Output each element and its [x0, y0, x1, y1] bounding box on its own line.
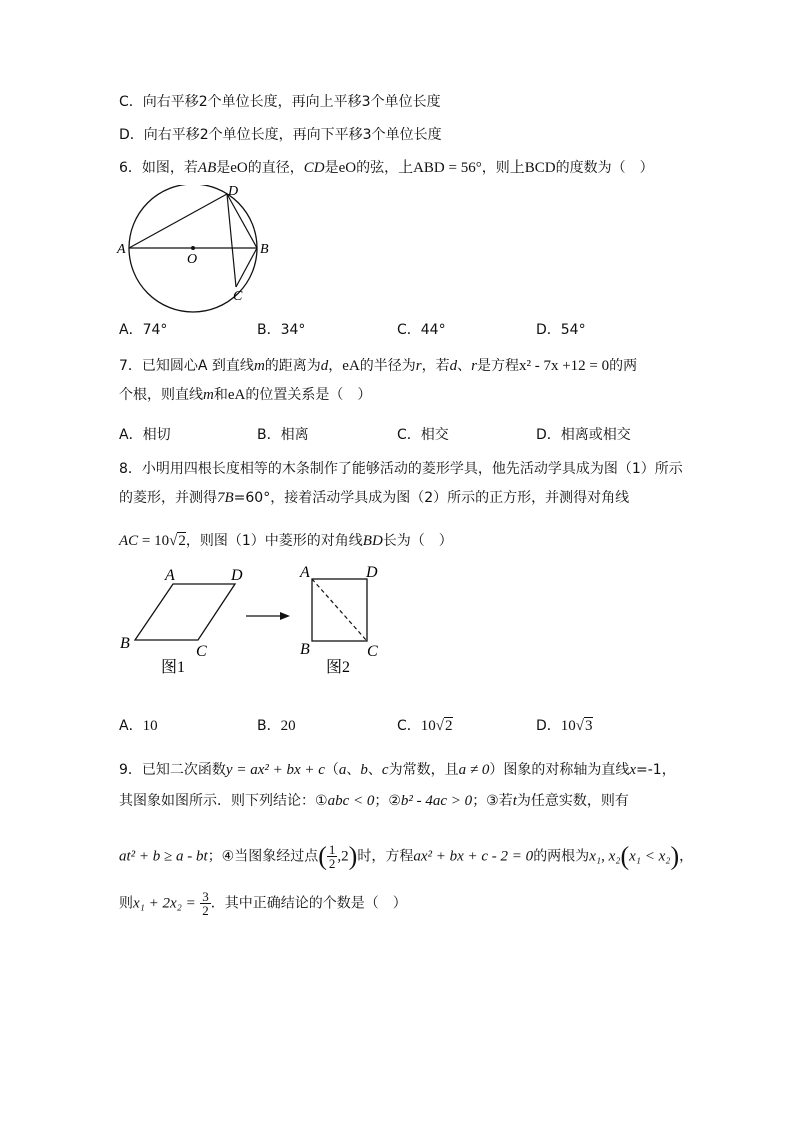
label-b: B	[260, 242, 269, 257]
q6-circle-figure	[115, 185, 275, 315]
q6-text: 的弦，	[356, 160, 399, 176]
q9-inequality: x₁ < x₂	[629, 848, 671, 865]
q7-text: 和	[213, 387, 228, 403]
q6-cd: CD	[303, 160, 325, 176]
q8-stem-line3	[119, 531, 453, 551]
q7-stem-line1	[119, 356, 637, 376]
label-o: O	[187, 252, 198, 267]
q8-text: 长为（ ）	[382, 533, 453, 549]
q7-line-m: m	[203, 387, 214, 403]
q6-angle-abd: 上ABD = 56°	[398, 160, 482, 176]
option-dot: ．	[266, 718, 281, 734]
q7-text: 的距离为	[264, 358, 321, 374]
q8-text: =60°，接着活动学具成为图（2）所示的正方形，并测得对角线	[233, 490, 630, 506]
q5-option-d: D．向右平移2个单位长度，再向下平移3个单位长度	[119, 127, 442, 143]
q9-condition: a ≠ 0	[458, 762, 490, 778]
q9-a: a	[338, 762, 347, 778]
fig1-caption: 图1	[161, 659, 186, 676]
q7-text: 的两	[609, 358, 638, 374]
option-dot: ．	[546, 718, 561, 734]
q9-text: 的两根为	[533, 848, 590, 865]
q7-circle-a: eA	[342, 358, 360, 374]
rhombus	[135, 584, 235, 640]
q8-option-b	[257, 716, 296, 736]
q7-text: 7．已知圆心A 到直线	[119, 358, 254, 374]
q9-statement-3: at² + b ≥ a - bt	[119, 848, 208, 865]
option-letter: C	[397, 718, 407, 734]
q9-text: 9．已知二次函数	[119, 762, 226, 778]
q9-ineq-close: )	[670, 841, 680, 871]
q9-axis-x: x	[629, 762, 636, 778]
option-value: 10	[560, 718, 576, 734]
q7-r: r	[415, 358, 422, 374]
option-letter: A	[119, 718, 129, 734]
q9-point-fraction	[327, 843, 338, 870]
option-sqrt: √3	[575, 718, 593, 734]
q7-option-a: A．相切	[119, 427, 171, 443]
square-diagonal	[312, 579, 367, 641]
q6-option-d: D．54°	[536, 322, 586, 338]
q6-ab: AB	[197, 160, 217, 176]
fraction-denominator: 2	[328, 856, 336, 871]
q7-circle-a: eA	[227, 387, 246, 403]
q8-sqrt: √2	[169, 533, 186, 549]
option-letter: D	[536, 718, 547, 734]
q8-option-d	[536, 716, 593, 736]
q7-text: 、	[457, 358, 472, 374]
q9-text: ；③若	[472, 793, 513, 809]
q9-expression: x₁ + 2x₂ =	[133, 895, 196, 912]
q9-text: 、	[367, 762, 382, 778]
q9-text: 则	[119, 895, 133, 912]
fig1-label-b: B	[120, 635, 130, 652]
q9-text: ；④当图象经过点	[207, 848, 319, 865]
q8-text: ，则图（1）中菱形的对角线	[185, 533, 363, 549]
q9-text: =-1，	[636, 762, 676, 778]
q9-text: 、	[346, 762, 361, 778]
q8-option-c	[397, 716, 453, 736]
fraction-numerator: 1	[328, 842, 336, 857]
q7-text: ，	[328, 358, 343, 374]
q9-text: ）图象的对称轴为直线	[489, 762, 630, 778]
q9-text: ．其中正确结论的个数是（ ）	[210, 895, 407, 912]
option-radicand: 3	[585, 718, 593, 734]
q9-x1: x₁	[589, 848, 602, 865]
q6-text: 是	[216, 160, 231, 176]
q9-stem-line1	[119, 760, 676, 780]
q9-stem-line4	[119, 890, 407, 917]
q7-text: 的位置关系是（ ）	[245, 387, 372, 403]
q6-option-b: B．34°	[257, 322, 306, 338]
fig2-label-b: B	[300, 641, 310, 658]
q9-text: 其图象如图所示．则下列结论：①	[119, 793, 328, 809]
q9-c: c	[381, 762, 389, 778]
fig1-label-c: C	[196, 643, 207, 660]
q6-stem	[119, 158, 654, 178]
q7-line-m: m	[253, 358, 265, 374]
q9-point-close: )	[348, 841, 358, 871]
q9-text: 为任意实数，则有	[516, 793, 629, 809]
q8-value: = 10	[138, 533, 170, 549]
q6-option-c: C．44°	[397, 322, 446, 338]
q6-angle-bcd: 上BCD	[509, 160, 556, 176]
chord-ad	[129, 194, 227, 248]
q8-ac: AC	[119, 533, 139, 549]
option-dot: ．	[406, 718, 421, 734]
option-value: 10	[142, 718, 158, 734]
q9-text: 为常数，且	[388, 762, 459, 778]
fraction-denominator: 2	[202, 903, 209, 918]
q7-stem-line2	[119, 385, 371, 405]
option-value: 20	[280, 718, 296, 734]
q8-sqrt-radicand: 2	[178, 533, 186, 549]
q9-ineq-open: (	[620, 841, 630, 871]
q6-number: 6．	[119, 160, 142, 176]
q9-t: t	[512, 793, 517, 809]
q6-text: 如图，若	[141, 160, 198, 176]
option-value: 10	[420, 718, 436, 734]
q9-function: y = ax² + bx + c	[225, 762, 325, 778]
q9-x2: x₂	[608, 848, 621, 865]
q7-d: d	[320, 358, 329, 374]
q9-stem-line3: at² + b ≥ a - bt；④当图象经过点( $\frac{1}{2}$ ,2)时，方程ax² + bx + c - 2 = 0的两根为x₁, x₂(x₁ < x₂)，	[119, 841, 694, 871]
q6-text: ，则	[481, 160, 510, 176]
fig2-label-d: D	[366, 564, 378, 581]
fig2-caption: 图2	[326, 659, 351, 676]
q6-circle-o: eO	[230, 160, 248, 176]
q6-text: 的度数为（ ）	[555, 160, 654, 176]
q9-text: ，	[679, 848, 694, 865]
fig2-label-a: A	[300, 564, 310, 581]
q9-text: 时，方程	[357, 848, 414, 865]
q8-stem-line1: 8．小明用四根长度相等的木条制作了能够活动的菱形学具，他先活动学具成为图（1）所示	[119, 461, 683, 477]
q7-text: 的半径为	[359, 358, 416, 374]
q9-statement-2: b² - 4ac > 0	[400, 793, 473, 809]
fig2-label-c: C	[367, 643, 378, 660]
label-d: D	[228, 185, 239, 199]
q7-equation: x² - 7x +12 = 0	[518, 358, 610, 374]
q5-option-c: C．向右平移2个单位长度，再向上平移3个单位长度	[119, 94, 441, 110]
q6-circle-o: eO	[338, 160, 357, 176]
q9-text: ；②	[374, 793, 401, 809]
q9-equation: ax² + bx + c - 2 = 0	[413, 848, 534, 865]
center-dot	[191, 246, 195, 250]
q6-option-a: A．74°	[119, 322, 168, 338]
q7-d: d	[449, 358, 458, 374]
q9-stem-line2	[119, 791, 629, 811]
label-a: A	[117, 242, 126, 257]
q7-text: ，若	[421, 358, 450, 374]
q7-text: 是方程	[476, 358, 519, 374]
q8-angle-b: 7B	[217, 490, 234, 506]
q9-point-open: (	[318, 841, 327, 871]
q6-text: 是	[324, 160, 339, 176]
q8-option-a	[119, 716, 158, 736]
q8-figures	[115, 562, 405, 680]
q7-r: r	[471, 358, 477, 374]
q9-result-fraction	[200, 890, 211, 917]
label-c: C	[233, 289, 243, 304]
q8-bd: BD	[362, 533, 383, 549]
option-dot: ．	[128, 718, 143, 734]
q8-stem-line2	[119, 488, 629, 508]
fig1-label-a: A	[165, 567, 175, 584]
option-radicand: 2	[445, 718, 453, 734]
q8-text: 的菱形，并测得	[119, 490, 217, 506]
q9-text: （	[324, 762, 339, 778]
q6-text: 的直径，	[247, 160, 304, 176]
fraction-numerator: 3	[202, 889, 209, 904]
q7-text: 个根，则直线	[119, 387, 203, 403]
q9-point-y: ,2	[337, 848, 349, 865]
option-letter: B	[257, 718, 267, 734]
arrow-head	[280, 612, 290, 620]
q9-b: b	[360, 762, 368, 778]
fig1-label-d: D	[231, 567, 243, 584]
q7-option-b: B．相离	[257, 427, 309, 443]
q7-option-d: D．相离或相交	[536, 427, 631, 443]
option-sqrt: √2	[435, 718, 453, 734]
q7-option-c: C．相交	[397, 427, 449, 443]
q9-statement-1: abc < 0	[327, 793, 375, 809]
